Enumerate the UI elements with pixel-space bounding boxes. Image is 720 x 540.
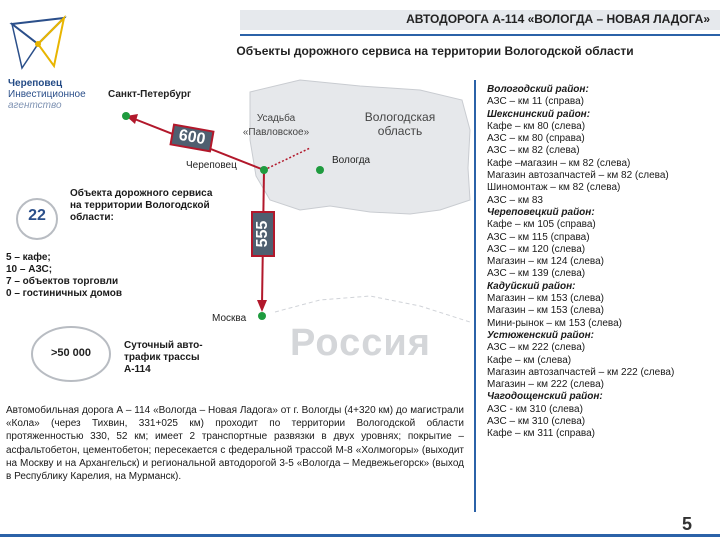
service-item: АЗС – км 82 (слева) — [487, 145, 580, 157]
district-heading: Череповецкий район: — [487, 206, 595, 218]
logo-line-2: Инвестиционное — [8, 89, 86, 100]
service-item: Магазин – км 124 (слева) — [487, 256, 605, 268]
objects-title: Объекта дорожного сервиса на территории Вологодской области: — [70, 188, 213, 223]
service-item: АЗС – км 115 (справа) — [487, 231, 590, 243]
distance-moscow-label: 555 — [254, 220, 271, 248]
service-item: Кафе –магазин – км 82 (слева) — [487, 157, 631, 169]
objects-breakdown — [6, 252, 206, 300]
region-label: Вологодская область — [364, 110, 436, 138]
service-item: Кафе – км 311 (справа) — [487, 428, 596, 440]
distance-spb-label: 600 — [177, 126, 207, 149]
service-item: Шиномонтаж – км 82 (слева) — [487, 182, 621, 194]
service-item: АЗС – км 83 — [487, 194, 543, 206]
district-heading: Чагодощенский район: — [487, 391, 603, 403]
city-dot-cherepovets — [260, 166, 268, 174]
route-moscow-arrow — [257, 300, 267, 312]
service-item: АЗС – км 120 (слева) — [487, 243, 586, 255]
service-item: АЗС – км 310 (слева) — [487, 416, 586, 428]
service-item: Магазин – км 153 (слева) — [487, 305, 605, 317]
footer-divider — [0, 534, 720, 537]
service-item: АЗС - км 310 (слева) — [487, 403, 583, 415]
city-label-moscow: Москва — [212, 313, 247, 324]
objects-line: 10 – АЗС; — [6, 264, 53, 275]
slide-title: АВТОДОРОГА А-114 «ВОЛОГДА – НОВАЯ ЛАДОГА» — [406, 12, 710, 26]
district-heading: Устюженский район: — [487, 329, 594, 341]
city-dot-spb — [122, 112, 130, 120]
service-item: Мини-рынок – км 153 (слева) — [487, 317, 622, 329]
service-list — [487, 84, 709, 441]
objects-line: 5 – кафе; — [6, 252, 51, 263]
column-divider — [474, 80, 476, 512]
traffic-label: Суточный авто-трафик трассы А-114 — [124, 340, 203, 375]
page-number: 5 — [682, 514, 693, 534]
road-description: Автомобильная дорога А – 114 «Вологда – Новая Ладога» от г. Вологды (4+320 км) до магистрали «Кола» (через Тихвин, 331+025 км) проходит по территории Вологодской области протяженностью 330, 52 км; имеет 2 транспортные развязки в двух уровнях; покрытие – асфальтобетон, цементобетон; пересекается с федеральной трассой М-8 «Холмогоры» (выходит на Москву и на Архангельск) и региональной автодорогой 3-5 «Вологда – Медвежьегорск» (выход в Республику Карелия, на Мурманск). — [6, 405, 464, 483]
service-item: Магазин – км 222 (слева) — [487, 379, 605, 391]
logo-line-1: Череповец — [8, 78, 63, 89]
service-item: Кафе – км (слева) — [487, 354, 572, 366]
objects-line: 0 – гостиничных домов — [6, 288, 123, 299]
service-item: Магазин – км 153 (слева) — [487, 293, 605, 305]
service-item: Кафе – км 105 (справа) — [487, 219, 596, 231]
district-heading: Кадуйский район: — [487, 280, 576, 292]
city-label-cherepovets: Череповец — [186, 160, 237, 171]
city-dot-moscow — [258, 312, 266, 320]
logo-line-3: агентство — [8, 100, 62, 111]
service-item: АЗС – км 80 (справа) — [487, 133, 585, 145]
traffic-value: >50 000 — [50, 347, 92, 359]
district-heading: Шекснинский район: — [487, 108, 591, 120]
city-label-vologda: Вологда — [332, 155, 371, 166]
russia-border — [275, 296, 470, 322]
service-item: АЗС – км 139 (слева) — [487, 268, 586, 280]
objects-count: 22 — [28, 207, 46, 224]
country-label: Россия — [290, 322, 431, 364]
service-item: Магазин автозапчастей – км 82 (слева) — [487, 170, 669, 182]
service-item: АЗС – км 11 (справа) — [487, 96, 584, 108]
objects-line: 7 – объектов торговли — [6, 276, 119, 287]
district-heading: Вологодский район: — [487, 84, 589, 95]
vologda-region-shape — [250, 80, 470, 214]
service-item: Кафе – км 80 (слева) — [487, 120, 586, 132]
estate-label: Усадьба «Павловское» — [242, 113, 310, 138]
city-label-spb: Санкт-Петербург — [108, 89, 192, 100]
city-dot-vologda — [316, 166, 324, 174]
service-item: АЗС – км 222 (слева) — [487, 342, 586, 354]
slide-subtitle: Объекты дорожного сервиса на территории Вологодской области — [236, 44, 634, 58]
service-item: Магазин автозапчастей – км 222 (слева) — [487, 366, 675, 378]
